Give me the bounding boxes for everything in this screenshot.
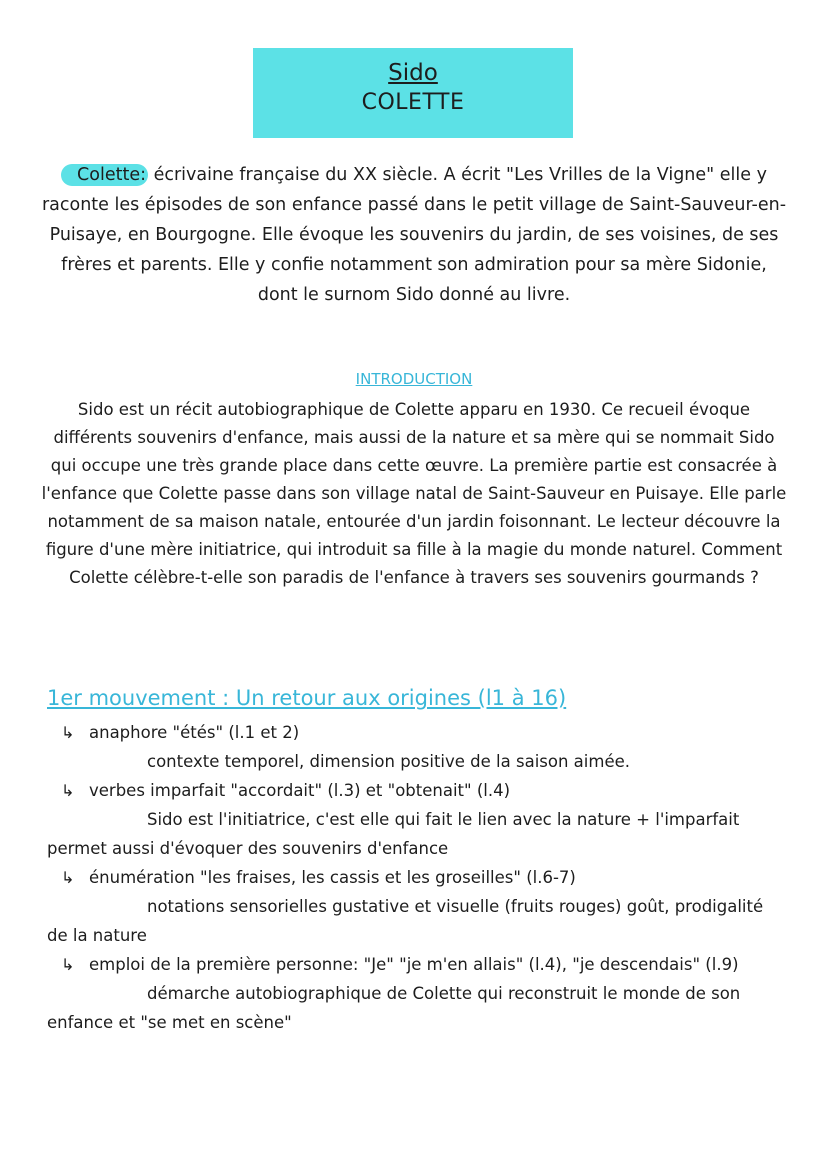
note-point: emploi de la première personne: "Je" "je m'en allais" (l.4), "je descendais" (l.9) (89, 955, 739, 974)
arrow-icon: ↳ (61, 868, 75, 887)
bio-paragraph (40, 160, 788, 310)
list-item (47, 776, 787, 863)
title-box (253, 48, 573, 138)
introduction-heading: INTRODUCTION (355, 370, 473, 388)
arrow-icon: ↳ (61, 781, 75, 800)
bio-highlight: Colette: (61, 164, 148, 186)
note-analysis: notations sensorielles gustative et visuelle (fruits rouges) goût, prodigalité de la nature (47, 897, 764, 945)
note-analysis: contexte temporel, dimension positive de la saison aimée. (147, 752, 630, 771)
note-point: verbes imparfait "accordait" (l.3) et "obtenait" (l.4) (89, 781, 511, 800)
list-item (47, 863, 787, 950)
arrow-icon: ↳ (61, 723, 75, 742)
note-point: énumération "les fraises, les cassis et les groseilles" (l.6-7) (89, 868, 576, 887)
list-item (47, 950, 787, 1037)
page-title: Sido (388, 60, 438, 86)
movement-notes (47, 718, 787, 1037)
author-name: COLETTE (361, 90, 465, 115)
note-point: anaphore "étés" (l.1 et 2) (89, 723, 300, 742)
movement-heading: 1er mouvement : Un retour aux origines (l1 à 16) (47, 686, 567, 710)
arrow-icon: ↳ (61, 955, 75, 974)
bio-text: écrivaine française du XX siècle. A écrit "Les Vrilles de la Vigne" elle y raconte les épisodes de son enfance passé dans le petit village de Saint-Sauveur-en-Puisaye, en Bourgogne. Elle évoque les souvenirs du jardin, de ses voisines, de ses frères et parents. Elle y confie notamment son admiration pour sa mère Sidonie, dont le surnom Sido donné au livre. (41, 165, 787, 305)
note-analysis: Sido est l'initiatrice, c'est elle qui fait le lien avec la nature + l'imparfait permet aussi d'évoquer des souvenirs d'enfance (47, 810, 740, 858)
note-analysis: démarche autobiographique de Colette qui reconstruit le monde de son enfance et "se met en scène" (47, 984, 741, 1032)
list-item (47, 718, 787, 776)
introduction-text: Sido est un récit autobiographique de Colette apparu en 1930. Ce recueil évoque différents souvenirs d'enfance, mais aussi de la nature et sa mère qui se nommait Sido qui occupe une très grande place dans cette œuvre. La première partie est consacrée à l'enfance que Colette passe dans son village natal de Saint-Sauveur en Puisaye. Elle parle notamment de sa maison natale, entourée d'un jardin foisonnant. Le lecteur découvre la figure d'une mère initiatrice, qui introduit sa fille à la magie du monde naturel. Comment Colette célèbre-t-elle son paradis de l'enfance à travers ses souvenirs gourmands ? (41, 400, 787, 587)
